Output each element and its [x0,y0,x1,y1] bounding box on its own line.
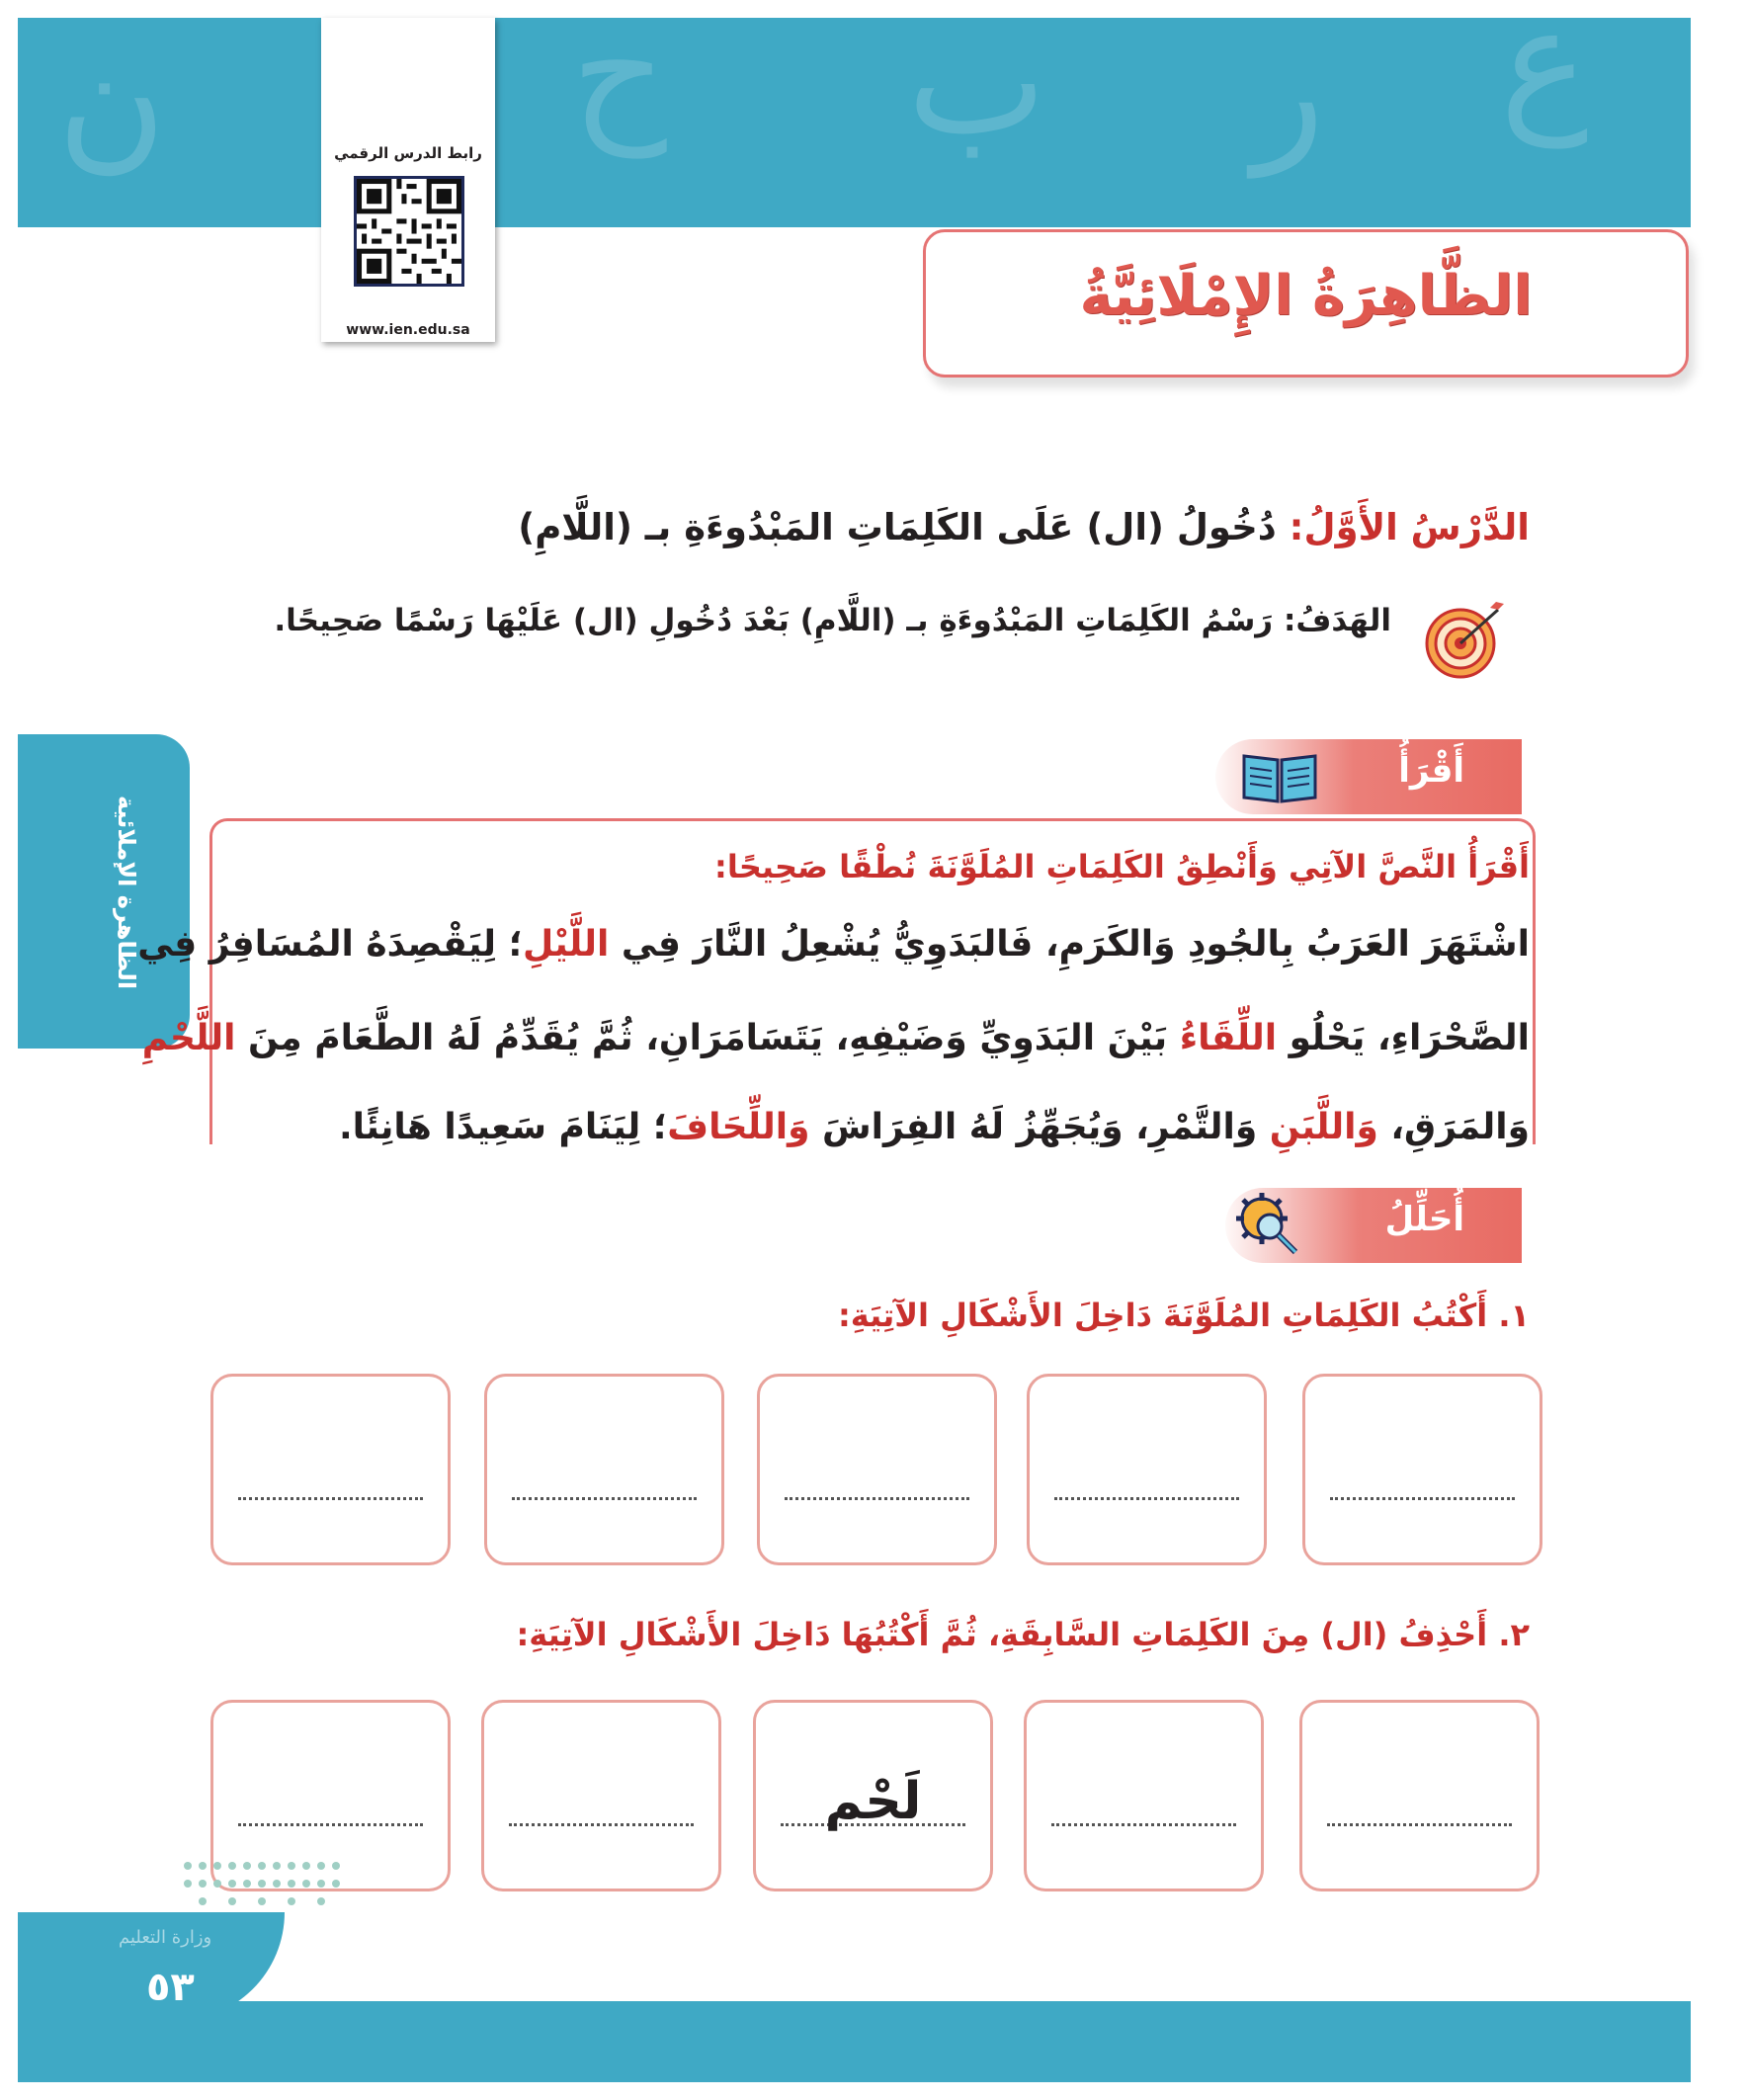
magnifier-gear-icon [1230,1189,1309,1260]
text: الصَّحْرَاءِ، يَحْلُو [1277,1018,1530,1058]
chapter-title-box [923,229,1689,378]
question-1: ١. أَكْتُبُ الكَلِمَاتِ المُلَوَّنَةَ دَاخِلَ الأَشْكَالِ الآتِيَةِ: [837,1297,1530,1334]
lesson-goal [274,603,1391,638]
answer-line[interactable] [512,1497,697,1500]
footer-band [18,2001,1691,2082]
qr-label: رابط الدرس الرقمي [334,144,482,162]
highlighted-word: اللَّيْلِ [522,924,610,965]
example-answer-box[interactable] [753,1700,993,1891]
example-answer: لَحْم [824,1772,922,1831]
ministry-logo-icon [178,1856,351,1915]
text: وَالمَرَقِ، [1377,1107,1530,1147]
highlighted-word: وَاللَّبَنِ [1269,1107,1378,1147]
text: وَالتَّمْرِ، وَيُجَهِّزُ لَهُ الفِرَاشَ [809,1107,1270,1147]
page-number: ٥٣ [146,1965,195,2010]
decorative-letter: ر [1253,18,1325,178]
lesson-heading [518,506,1530,548]
answer-line[interactable] [1051,1823,1236,1826]
text: ؛ لِيَقْصِدَهُ المُسَافِرُ فِي [137,924,523,965]
answer-box[interactable] [484,1374,724,1565]
highlighted-word: اللَّحْمِ [141,1018,236,1058]
answer-line[interactable] [1330,1497,1515,1500]
highlighted-word: وَاللِّحَافَ [667,1107,810,1147]
text: ؛ لِيَنَامَ سَعِيدًا هَانِئًا. [339,1107,668,1147]
answer-box[interactable] [757,1374,997,1565]
side-tab [18,734,190,1049]
answer-line[interactable] [1054,1497,1239,1500]
answer-line[interactable] [785,1497,969,1500]
decorative-letter: ع [1500,18,1589,148]
lesson-label: الدَّرْسُ الأَوَّلُ: [1289,506,1530,548]
answer-line[interactable] [509,1823,694,1826]
answer-box[interactable] [210,1374,451,1565]
ministry-name: وزارة التعليم [119,1927,212,1948]
goal-text: رَسْمُ الكَلِمَاتِ المَبْدُوءَةِ بـ (اللَّامِ) بَعْدَ دُخُولِ (ال) عَلَيْهَا رَسْمًا صَحِيحًا. [274,603,1274,638]
goal-label: الهَدَفُ: [1283,603,1391,638]
answer-box[interactable] [1024,1700,1264,1891]
answer-box[interactable] [1027,1374,1267,1565]
text: اشْتَهَرَ العَرَبُ بِالجُودِ وَالكَرَمِ، فَالبَدَوِيُّ يُشْعِلُ النَّارَ فِي [609,924,1530,965]
question-2: ٢. أَحْذِفُ (ال) مِنَ الكَلِمَاتِ السَّابِقَةِ، ثُمَّ أَكْتُبُهَا دَاخِلَ الأَشْكَالِ الآتِيَةِ: [516,1616,1530,1653]
answer-box[interactable] [1302,1374,1542,1565]
qr-card[interactable] [321,18,495,342]
text: بَيْنَ البَدَوِيِّ وَضَيْفِهِ، يَتَسَامَرَانِ، ثُمَّ يُقَدِّمُ لَهُ الطَّعَامَ مِنَ [235,1018,1180,1058]
answer-line[interactable] [238,1497,423,1500]
highlighted-word: اللِّقَاءُ [1179,1018,1278,1058]
decorative-letter: ب [907,18,1047,168]
answer-box[interactable] [481,1700,721,1891]
answer-line[interactable] [238,1823,423,1826]
qr-code-icon[interactable] [354,176,464,287]
decorative-letter: ح [571,18,667,158]
paragraph-line-2 [142,1018,1530,1058]
target-icon [1419,596,1508,685]
lesson-topic: دُخُولُ (ال) عَلَى الكَلِمَاتِ المَبْدُوءَةِ بـ (اللَّامِ) [518,506,1277,548]
read-instruction: أَقْرَأُ النَّصَّ الآتِي وَأَنْطِقُ الكَلِمَاتِ المُلَوَّنَةَ نُطْقًا صَحِيحًا: [714,848,1530,885]
analyze-header-label: أُحَلِّلُ [1384,1200,1464,1239]
decorative-letter: ن [57,18,167,188]
qr-url[interactable]: www.ien.edu.sa [346,322,470,338]
answer-line[interactable] [1327,1823,1512,1826]
open-book-icon [1240,746,1319,805]
answer-box[interactable] [1299,1700,1540,1891]
read-header-label: أَقْرَأُ [1398,751,1464,791]
header-band [18,18,1691,227]
paragraph-line-1 [137,924,1530,965]
chapter-title: الظَّاهِرَةُ الإِمْلَائِيَّةُ [1079,264,1533,328]
paragraph-line-3 [339,1107,1530,1147]
side-tab-label: الظاهرة الإملائية [113,795,140,990]
